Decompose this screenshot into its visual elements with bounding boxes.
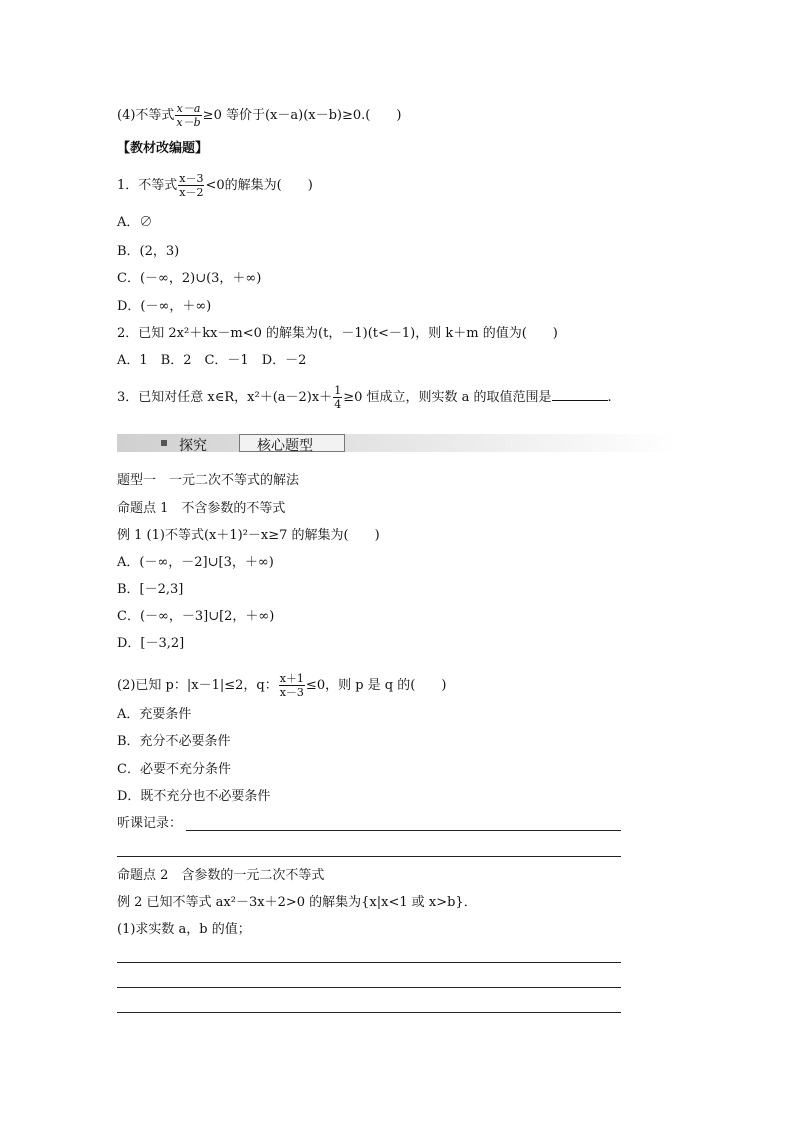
example-1-stem: 例 1 (1)不等式(x＋1)²－x≥7 的解集为( ) xyxy=(117,528,380,543)
answer-blank[interactable] xyxy=(552,388,608,401)
problem-3-stem: 3．已知对任意 x∈R，x²＋(a－2)x＋ $\frac{1}{4}$ ≥0 恒成立，则实数 a 的取值范围是 . xyxy=(117,384,612,411)
option: C．(－∞，2)∪(3，＋∞) xyxy=(117,271,262,286)
problem-1-stem: 1．不等式 $\frac{x-3}{x-2}$ <0的解集为( ) xyxy=(117,172,313,199)
option: B．[－2,3] xyxy=(117,582,184,597)
fraction: $\frac{x-3}{x-2}$ xyxy=(179,172,204,199)
record-label: 听课记录： xyxy=(117,816,183,831)
notes-line[interactable] xyxy=(186,830,621,831)
answer-line[interactable] xyxy=(117,1012,621,1013)
answer-line[interactable] xyxy=(117,962,621,963)
option: A．∅ xyxy=(117,215,153,230)
point-heading: 命题点 1 不含参数的不等式 xyxy=(117,501,286,516)
fraction: $\frac{x-a}{x-b}$ xyxy=(176,102,201,129)
example-2-stem: 例 2 已知不等式 ax²－3x＋2>0 的解集为{x|x<1 或 x>b}． xyxy=(117,895,477,910)
problem-2-stem: 2．已知 2x²＋kx－m<0 的解集为(t，－1)(t<－1)，则 k＋m 的值为( ) xyxy=(117,326,558,341)
option: A．(－∞，－2]∪[3，＋∞) xyxy=(117,555,274,570)
banner-left-label: 探究 xyxy=(179,438,207,454)
point-heading: 命题点 2 含参数的一元二次不等式 xyxy=(117,868,325,883)
option: C．(－∞，－3]∪[2，＋∞) xyxy=(117,609,275,624)
option: D．(－∞，＋∞) xyxy=(117,299,212,314)
option: D．既不充分也不必要条件 xyxy=(117,789,271,804)
section-heading: 【教材改编题】 xyxy=(117,141,209,156)
fraction: $\frac{x+1}{x-3}$ xyxy=(279,672,304,699)
type-heading: 题型一 一元二次不等式的解法 xyxy=(117,473,300,488)
example-2-part-1: (1)求实数 a，b 的值； xyxy=(117,922,251,937)
option: B．充分不必要条件 xyxy=(117,734,231,749)
banner-right-label: 核心题型 xyxy=(257,438,313,454)
fraction: $\frac{1}{4}$ xyxy=(334,384,342,411)
option: A．充要条件 xyxy=(117,707,192,722)
option: B．(2，3) xyxy=(117,244,180,259)
answer-line[interactable] xyxy=(117,987,621,988)
problem-2-options: A．1 B．2 C．－1 D．－2 xyxy=(117,353,307,368)
option: D．[－3,2] xyxy=(117,636,185,651)
option: C．必要不充分条件 xyxy=(117,762,231,777)
section-banner xyxy=(117,434,677,452)
notes-line[interactable] xyxy=(117,856,621,857)
example-1-part-2-stem: (2)已知 p：|x－1|≤2，q： $\frac{x+1}{x-3}$ ≤0，则 p 是 q 的( ) xyxy=(117,672,447,699)
square-bullet-icon xyxy=(161,440,167,446)
question-4: (4)不等式 $\frac{x-a}{x-b}$ ≥0 等价于(x－a)(x－b)≥0.( ) xyxy=(117,102,402,129)
